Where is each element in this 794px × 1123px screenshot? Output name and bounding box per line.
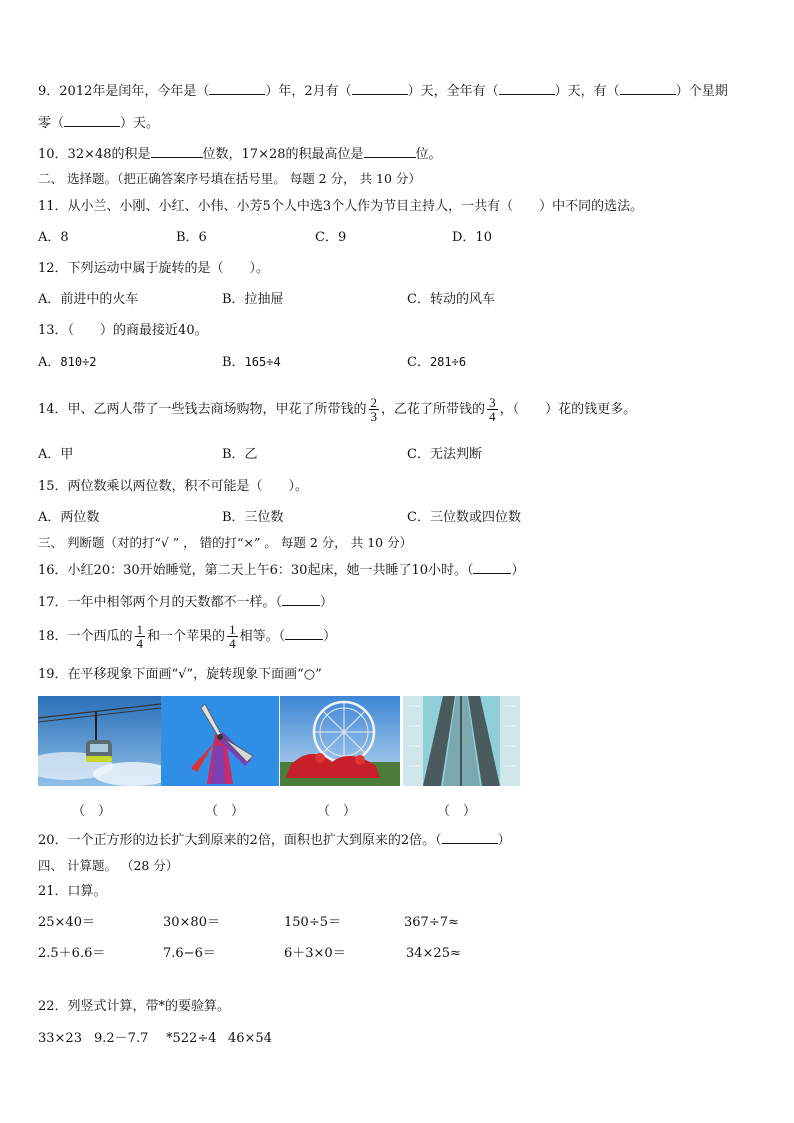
section-heading-calculation: 四、 计算题。 （28 分） <box>38 858 179 873</box>
answer-blank[interactable] <box>285 627 323 640</box>
option-a[interactable]: A．810÷2 <box>38 355 97 370</box>
question-9: 9．2012年是闰年，今年是（ ）年，2月有（ ）天，全年有（ ）天，有（ ）个星期 <box>38 84 728 99</box>
question-11: 11．从小兰、小刚、小红、小伟、小芳5个人中选3个人作为节目主持人，一共有（ ）中不同的选法。 <box>38 199 644 214</box>
question-12: 12．下列运动中属于旋转的是（ ）。 <box>38 261 270 276</box>
question-9-cont: 零（ ）天。 <box>38 116 160 131</box>
answer-blank[interactable] <box>499 82 555 95</box>
cable-car-picture <box>38 696 161 786</box>
fraction: $\frac{3}{4}$ <box>489 395 496 424</box>
mental-math-item: 7.6−6＝ <box>163 946 216 961</box>
option-b[interactable]: B．6 <box>176 230 207 245</box>
cable-car-photo <box>38 696 161 786</box>
windmill-photo <box>161 696 279 786</box>
question-19: 19．在平移现象下面画“√”，旋转现象下面画“○” <box>38 667 322 682</box>
escalator-photo <box>403 696 520 786</box>
windmill-picture <box>161 696 279 786</box>
answer-paren[interactable]: （ ） <box>205 804 245 819</box>
division-expression: 281÷6 <box>429 355 467 369</box>
option-a[interactable]: A．前进中的火车 <box>38 292 139 307</box>
answer-paren[interactable]: （ ） <box>437 804 477 819</box>
vertical-calc-item: *522÷4 <box>166 1031 217 1046</box>
option-b[interactable]: B．三位数 <box>222 510 284 525</box>
option-c[interactable]: C．9 <box>315 230 347 245</box>
division-expression: 165÷4 <box>244 355 281 369</box>
fraction: $\frac{1}{4}$ <box>136 622 144 651</box>
vertical-calc-item: 33×23 <box>38 1031 82 1046</box>
question-15: 15．两位数乘以两位数，积不可能是（ ）。 <box>38 479 309 494</box>
question-22: 22．列竖式计算，带*的要验算。 <box>38 999 231 1014</box>
question-17: 17．一年中相邻两个月的天数都不一样。（ ） <box>38 595 334 610</box>
answer-blank[interactable] <box>352 82 408 95</box>
option-c[interactable]: C．转动的风车 <box>407 292 495 307</box>
option-a[interactable]: A．甲 <box>38 447 74 462</box>
fraction: $\frac{2}{3}$ <box>370 395 378 424</box>
answer-paren[interactable]: （ ） <box>317 804 357 819</box>
answer-paren[interactable]: （ ） <box>72 804 112 819</box>
section-heading-choice: 二、 选择题。（把正确答案序号填在括号里。 每题 2 分， 共 10 分） <box>38 171 421 186</box>
option-c[interactable]: C．无法判断 <box>407 447 482 462</box>
answer-blank[interactable] <box>209 82 265 95</box>
answer-blank[interactable] <box>151 145 203 158</box>
division-expression: 810÷2 <box>60 355 97 369</box>
vertical-calc-item: 9.2－7.7 <box>94 1031 149 1046</box>
option-c[interactable]: C．三位数或四位数 <box>407 510 521 525</box>
fraction: $\frac{1}{4}$ <box>229 622 236 651</box>
option-a[interactable]: A．8 <box>38 230 69 245</box>
mental-math-item: 34×25≈ <box>406 946 461 961</box>
question-21: 21．口算。 <box>38 884 107 899</box>
answer-blank[interactable] <box>364 145 416 158</box>
mental-math-item: 150÷5＝ <box>284 915 341 930</box>
mental-math-item: 25×40＝ <box>38 915 95 930</box>
mental-math-item: 367÷7≈ <box>404 915 459 930</box>
option-b[interactable]: B．乙 <box>222 447 258 462</box>
option-d[interactable]: D．10 <box>452 230 492 245</box>
mental-math-item: 6＋3×0＝ <box>284 946 346 961</box>
escalator-picture <box>403 696 520 786</box>
ferris-wheel-photo <box>280 696 400 786</box>
option-b[interactable]: B．拉抽屉 <box>222 292 284 307</box>
question-10: 10．32×48的积是 位数，17×28的积最高位是 位。 <box>38 147 442 162</box>
vertical-calc-item: 46×54 <box>228 1031 272 1046</box>
ferris-wheel-picture <box>280 696 400 786</box>
mental-math-item: 30×80＝ <box>163 915 220 930</box>
answer-blank[interactable] <box>64 114 120 127</box>
option-c[interactable]: C．281÷6 <box>407 355 467 370</box>
answer-blank[interactable] <box>620 82 676 95</box>
answer-blank[interactable] <box>282 593 320 606</box>
answer-blank[interactable] <box>473 561 511 574</box>
option-b[interactable]: B．165÷4 <box>222 355 281 370</box>
question-13: 13．（ ）的商最接近40。 <box>38 323 208 338</box>
option-a[interactable]: A．两位数 <box>38 510 100 525</box>
answer-blank[interactable] <box>442 831 498 844</box>
mental-math-item: 2.5＋6.6＝ <box>38 946 106 961</box>
question-14: 14．甲、乙两人带了一些钱去商场购物，甲花了所带钱的 $\frac{2}{3}$ ，乙花了所带钱的 $\frac{3}{4}$ ，（ ）花的钱更多。 <box>38 395 637 424</box>
question-18: 18．一个西瓜的 $\frac{1}{4}$ 和一个苹果的 $\frac{1}{4}$ 相等。（ ） <box>38 622 337 651</box>
question-20: 20．一个正方形的边长扩大到原来的2倍，面积也扩大到原来的2倍。（ ） <box>38 833 511 848</box>
section-heading-judgement: 三、 判断题（对的打“√ ” ， 错的打“×” 。 每题 2 分， 共 10 分） <box>38 535 413 550</box>
question-16: 16．小红20：30开始睡觉，第二天上午6：30起床，她一共睡了10小时。（ ） <box>38 563 525 578</box>
